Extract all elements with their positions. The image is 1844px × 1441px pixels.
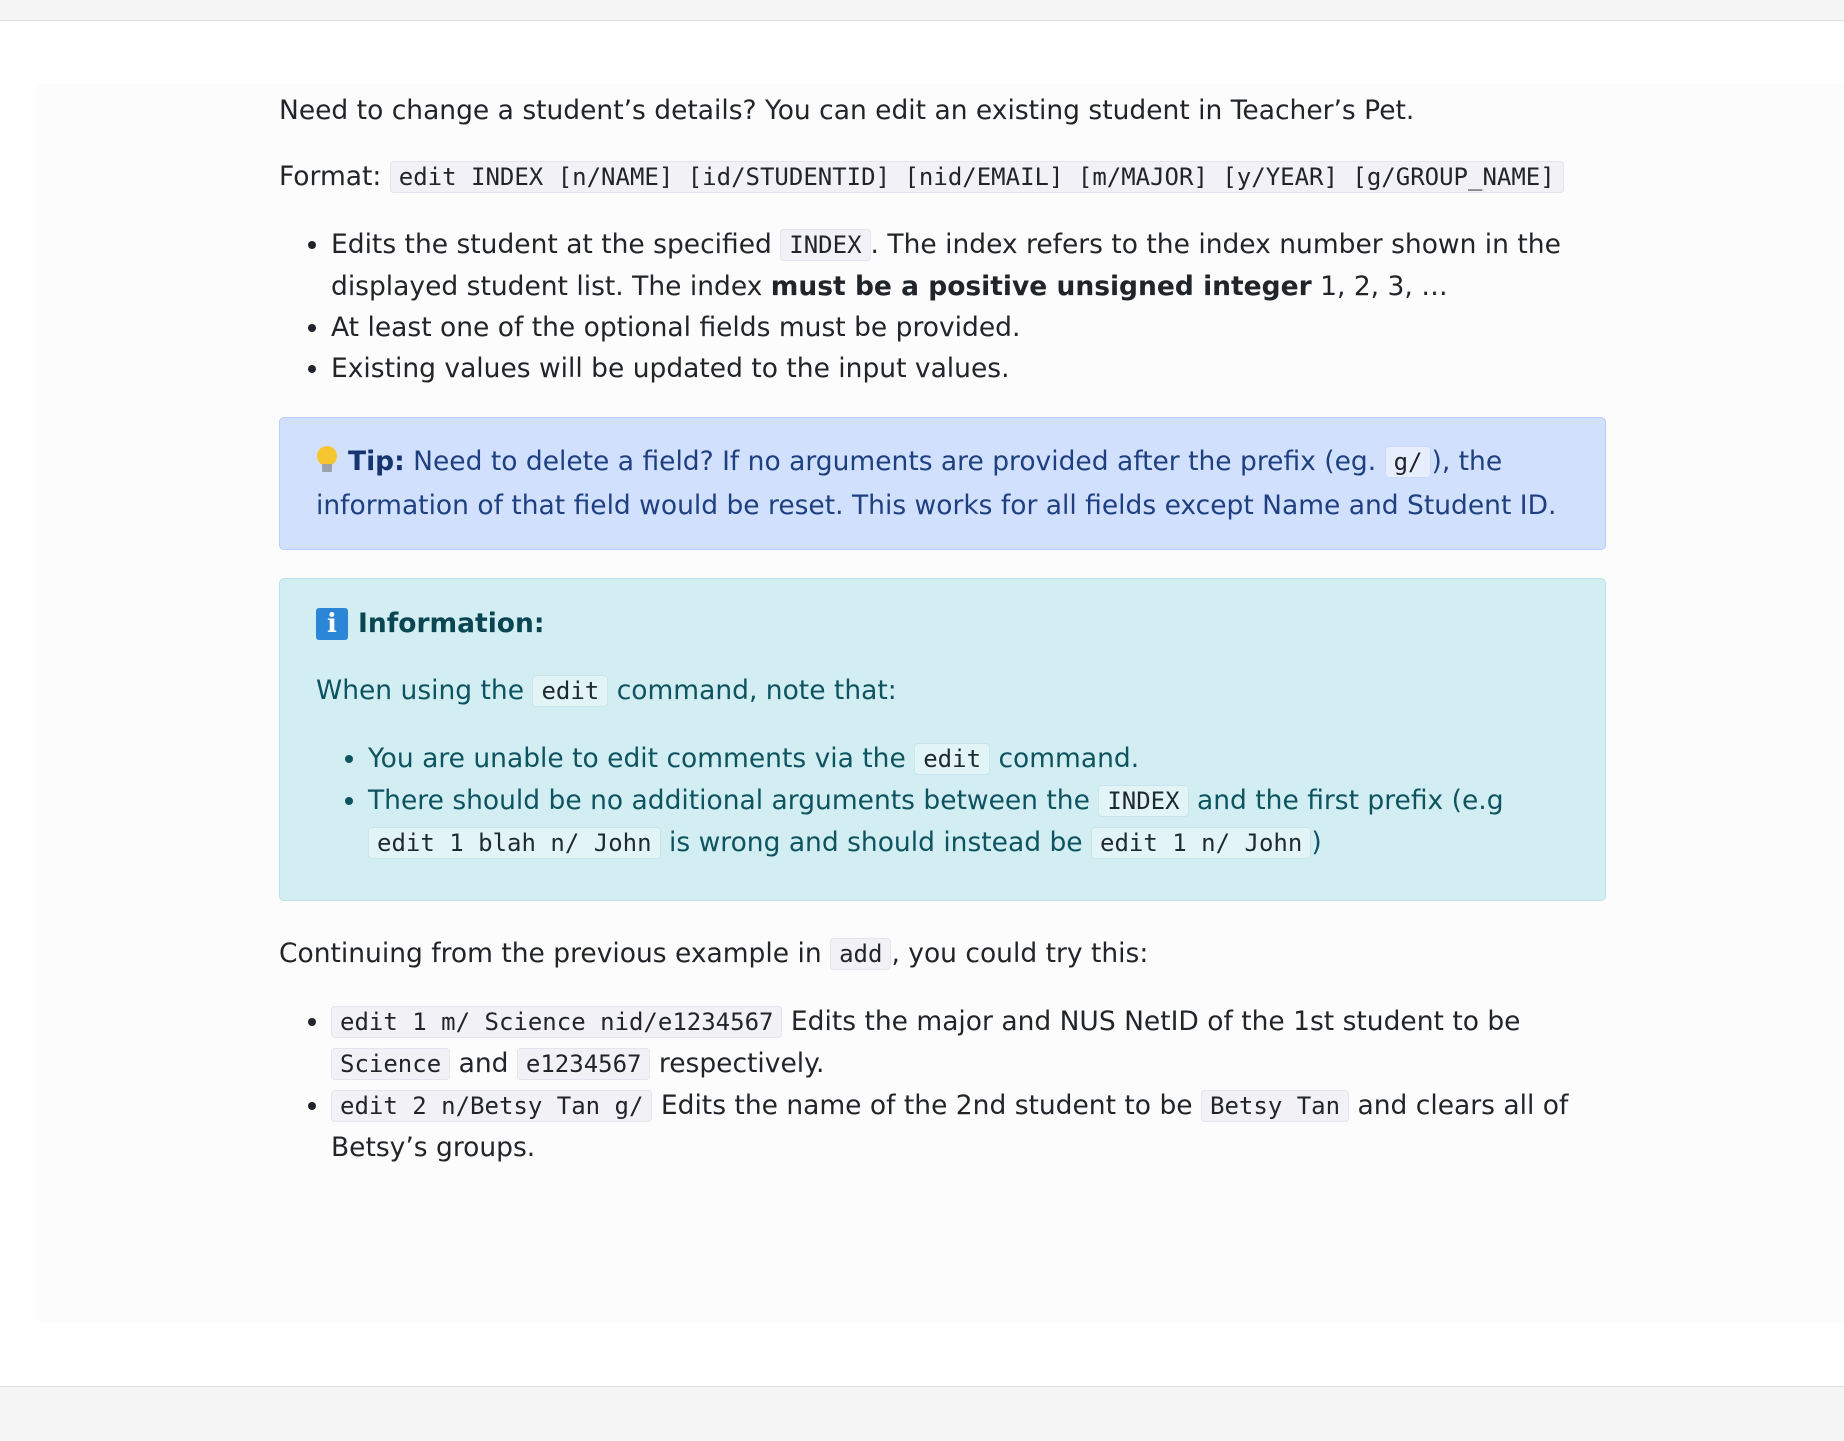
format-paragraph bbox=[279, 156, 1606, 198]
add-code: add bbox=[830, 938, 891, 970]
top-bar bbox=[0, 0, 1844, 21]
correct-example-code: edit 1 n/ John bbox=[1091, 827, 1311, 859]
list-item bbox=[331, 1001, 1606, 1085]
example-text: and clears all of Betsy’s groups. bbox=[331, 1090, 1569, 1163]
list-item bbox=[368, 738, 1569, 780]
paragraph-text: , you could try this: bbox=[891, 938, 1149, 969]
information-icon: i bbox=[316, 608, 348, 640]
info-text: command. bbox=[998, 743, 1140, 774]
list-item bbox=[368, 780, 1569, 864]
info-text: You are unable to edit comments via the bbox=[368, 743, 906, 774]
wrong-example-code: edit 1 blah n/ John bbox=[368, 827, 661, 859]
name-code: Betsy Tan bbox=[1201, 1090, 1349, 1122]
index-code: INDEX bbox=[780, 229, 870, 261]
example-text: Edits the name of the 2nd student to be bbox=[660, 1090, 1193, 1121]
info-text: and the first prefix (e.g bbox=[1197, 785, 1504, 816]
information-lead bbox=[316, 670, 1569, 712]
science-code: Science bbox=[331, 1048, 450, 1080]
example-text: respectively. bbox=[658, 1048, 825, 1079]
bold-emphasis: must be a positive unsigned integer bbox=[770, 271, 1312, 302]
information-box bbox=[279, 578, 1606, 901]
netid-code: e1234567 bbox=[517, 1048, 651, 1080]
bullet-text: 1, 2, 3, … bbox=[1320, 271, 1448, 302]
paragraph-text: Continuing from the previous example in bbox=[279, 938, 822, 969]
index-code: INDEX bbox=[1098, 785, 1188, 817]
list-item bbox=[331, 1085, 1606, 1169]
tip-label: Tip: bbox=[348, 446, 405, 477]
information-list bbox=[316, 738, 1569, 864]
usage-list bbox=[279, 224, 1606, 389]
list-item: • Existing values will be updated to the input values. bbox=[331, 348, 1606, 389]
tip-text: ), the information of that field would be reset. This works for all fields except Name and Student ID. bbox=[316, 446, 1557, 521]
example-command-code: edit 2 n/Betsy Tan g/ bbox=[331, 1090, 652, 1122]
list-item bbox=[331, 224, 1606, 307]
main-content bbox=[279, 84, 1606, 1169]
intro-paragraph: Need to change a student’s details? You can edit an existing student in Teacher’s Pet. bbox=[279, 95, 1415, 126]
format-code: edit INDEX [n/NAME] [id/STUDENTID] [nid/EMAIL] [m/MAJOR] [y/YEAR] [g/GROUP_NAME] bbox=[390, 161, 1564, 193]
info-text: is wrong and should instead be bbox=[668, 827, 1083, 858]
tip-box bbox=[279, 417, 1606, 550]
bottom-bar bbox=[0, 1386, 1844, 1441]
edit-code: edit bbox=[532, 675, 608, 707]
light-bulb-icon bbox=[316, 444, 338, 474]
information-title: Information: bbox=[358, 608, 545, 639]
continuing-paragraph bbox=[279, 933, 1606, 975]
bullet-text: . The index refers to the index number shown in the displayed student list. The index bbox=[331, 229, 1561, 302]
example-text: and bbox=[458, 1048, 509, 1079]
examples-list bbox=[279, 1001, 1606, 1169]
tip-code: g/ bbox=[1385, 446, 1432, 478]
format-label: Format: bbox=[279, 161, 382, 192]
example-text: Edits the major and NUS NetID of the 1st student to be bbox=[790, 1006, 1521, 1037]
bullet-text: Edits the student at the specified bbox=[331, 229, 772, 260]
info-text: command, note that: bbox=[616, 675, 897, 706]
tip-text: Need to delete a field? If no arguments are provided after the prefix (eg. bbox=[413, 446, 1377, 477]
info-text: When using the bbox=[316, 675, 525, 706]
info-text: ) bbox=[1311, 827, 1322, 858]
information-heading bbox=[316, 603, 1569, 644]
example-command-code: edit 1 m/ Science nid/e1234567 bbox=[331, 1006, 782, 1038]
info-text: There should be no additional arguments between the bbox=[368, 785, 1090, 816]
edit-code: edit bbox=[914, 743, 990, 775]
list-item: • At least one of the optional fields must be provided. bbox=[331, 307, 1606, 348]
